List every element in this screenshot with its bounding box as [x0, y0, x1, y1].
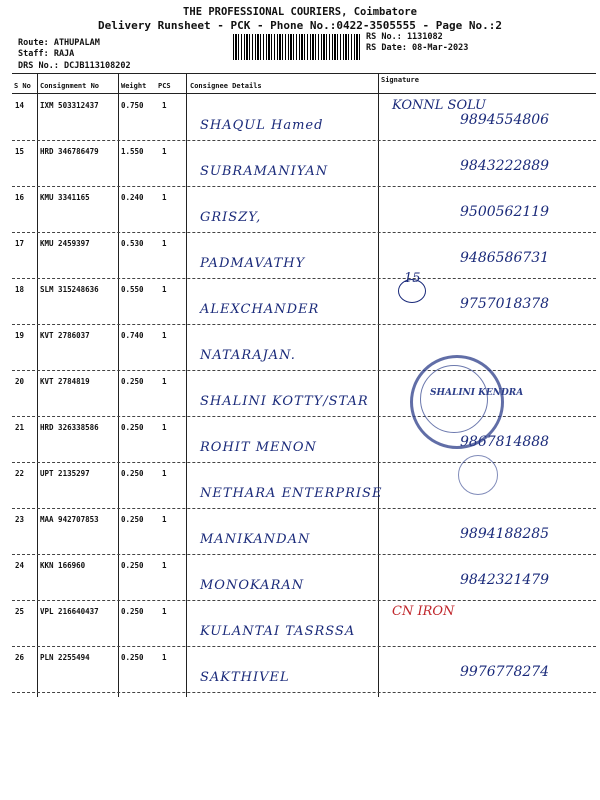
- staff-label: Staff: RAJA: [18, 49, 75, 59]
- row-sno: 19: [15, 331, 25, 340]
- row-pcs: 1: [162, 285, 167, 294]
- row-consignment-no: KMU 2459397: [40, 239, 90, 248]
- company-title: THE PROFESSIONAL COURIERS, Coimbatore: [183, 6, 417, 18]
- row-sno: 20: [15, 377, 25, 386]
- row-signature-phone: 9500562119: [460, 204, 550, 220]
- row-pcs: 1: [162, 331, 167, 340]
- row-sno: 26: [15, 653, 25, 662]
- row-signature: 15: [404, 271, 421, 286]
- row-divider: [12, 600, 596, 601]
- column-divider: [37, 73, 38, 697]
- header-consignment: Consignment No: [40, 82, 100, 90]
- row-divider: [12, 462, 596, 463]
- row-consignee-name: SHALINI KOTTY/STAR: [200, 394, 369, 409]
- drs-number: DRS No.: DCJB113108202: [18, 61, 131, 71]
- row-sno: 14: [15, 101, 25, 110]
- row-pcs: 1: [162, 239, 167, 248]
- row-divider: [12, 554, 596, 555]
- row-sno: 24: [15, 561, 25, 570]
- row-consignment-no: SLM 315248636: [40, 285, 99, 294]
- row-pcs: 1: [162, 193, 167, 202]
- row-consignee-name: NETHARA ENTERPRISE: [200, 486, 383, 501]
- header-signature: Signature: [381, 76, 419, 84]
- header-pcs: PCS: [158, 82, 171, 90]
- row-pcs: 1: [162, 653, 167, 662]
- table-header-border: [12, 93, 596, 94]
- row-pcs: 1: [162, 469, 167, 478]
- row-consignee-name: SAKTHIVEL: [200, 670, 290, 685]
- row-pcs: 1: [162, 561, 167, 570]
- row-divider: [12, 324, 596, 325]
- row-weight: 0.740: [121, 331, 144, 340]
- handwritten-circle: [398, 279, 426, 303]
- row-consignee-name: GRISZY,: [200, 210, 262, 225]
- row-divider: [12, 140, 596, 141]
- row-signature-phone: 9894188285: [460, 526, 550, 542]
- row-sno: 22: [15, 469, 25, 478]
- row-consignment-no: HRD 326338586: [40, 423, 99, 432]
- row-signature: CN IRON: [392, 604, 455, 619]
- row-weight: 0.250: [121, 469, 144, 478]
- row-signature-phone: 9894554806: [460, 112, 550, 128]
- row-sno: 21: [15, 423, 25, 432]
- runsheet-subtitle: Delivery Runsheet - PCK - Phone No.:0422-3505555 - Page No.:2: [98, 19, 502, 32]
- row-pcs: 1: [162, 377, 167, 386]
- row-weight: 0.750: [121, 101, 144, 110]
- row-pcs: 1: [162, 423, 167, 432]
- row-divider: [12, 370, 596, 371]
- row-sno: 25: [15, 607, 25, 616]
- row-sno: 18: [15, 285, 25, 294]
- stamp-text: SHALINI KENDRA: [430, 388, 524, 398]
- row-signature: KONNL SOLU: [392, 98, 486, 113]
- row-weight: 0.530: [121, 239, 144, 248]
- small-stamp: [458, 455, 498, 495]
- row-consignment-no: IXM 503312437: [40, 101, 99, 110]
- row-pcs: 1: [162, 607, 167, 616]
- row-consignment-no: KMU 3341165: [40, 193, 90, 202]
- row-divider: [12, 278, 596, 279]
- row-consignee-name: ROHIT MENON: [200, 440, 317, 455]
- row-consignment-no: KKN 166960: [40, 561, 86, 570]
- rs-number: RS No.: 1131082: [366, 32, 443, 42]
- row-weight: 0.250: [121, 653, 144, 662]
- row-divider: [12, 646, 596, 647]
- rs-date: RS Date: 08-Mar-2023: [366, 43, 469, 53]
- row-signature-phone: 9486586731: [460, 250, 550, 266]
- row-weight: 1.550: [121, 147, 144, 156]
- row-pcs: 1: [162, 101, 167, 110]
- table-top-border: [12, 73, 596, 74]
- row-weight: 0.250: [121, 377, 144, 386]
- row-divider: [12, 232, 596, 233]
- row-weight: 0.250: [121, 515, 144, 524]
- route-label: Route: ATHUPALAM: [18, 38, 100, 48]
- row-consignment-no: MAA 942707853: [40, 515, 99, 524]
- row-consignment-no: PLN 2255494: [40, 653, 90, 662]
- header-sno: S No: [14, 82, 31, 90]
- row-pcs: 1: [162, 515, 167, 524]
- row-weight: 0.250: [121, 423, 144, 432]
- row-sno: 23: [15, 515, 25, 524]
- row-consignee-name: PADMAVATHY: [200, 256, 306, 271]
- row-divider: [12, 692, 596, 693]
- row-consignee-name: SUBRAMANIYAN: [200, 164, 329, 179]
- row-consignee-name: ALEXCHANDER: [200, 302, 320, 317]
- row-consignment-no: KVT 2786037: [40, 331, 90, 340]
- row-pcs: 1: [162, 147, 167, 156]
- row-consignee-name: SHAQUL Hamed: [200, 118, 324, 133]
- row-consignment-no: UPT 2135297: [40, 469, 90, 478]
- row-sno: 16: [15, 193, 25, 202]
- shop-stamp-inner: [420, 365, 488, 433]
- row-weight: 0.250: [121, 561, 144, 570]
- row-signature-phone: 9867814888: [460, 434, 550, 450]
- row-consignee-name: NATARAJAN.: [200, 348, 296, 363]
- row-signature-phone: 9843222889: [460, 158, 550, 174]
- row-weight: 0.550: [121, 285, 144, 294]
- row-signature-phone: 9976778274: [460, 664, 550, 680]
- barcode-graphic: [233, 34, 361, 60]
- row-divider: [12, 186, 596, 187]
- column-divider: [186, 73, 187, 697]
- row-divider: [12, 416, 596, 417]
- header-consignee: Consignee Details: [190, 82, 262, 90]
- row-weight: 0.250: [121, 607, 144, 616]
- row-consignee-name: MANIKANDAN: [200, 532, 311, 547]
- row-consignee-name: MONOKARAN: [200, 578, 305, 593]
- row-consignee-name: KULANTAI TASRSSA: [200, 624, 356, 639]
- row-signature-phone: 9757018378: [460, 296, 550, 312]
- row-sno: 17: [15, 239, 25, 248]
- row-sno: 15: [15, 147, 25, 156]
- row-consignment-no: HRD 346786479: [40, 147, 99, 156]
- row-consignment-no: KVT 2784819: [40, 377, 90, 386]
- column-divider: [118, 73, 119, 697]
- row-signature-phone: 9842321479: [460, 572, 550, 588]
- row-divider: [12, 508, 596, 509]
- header-weight: Weight: [121, 82, 147, 90]
- row-weight: 0.240: [121, 193, 144, 202]
- row-consignment-no: VPL 216640437: [40, 607, 99, 616]
- column-divider: [378, 73, 379, 697]
